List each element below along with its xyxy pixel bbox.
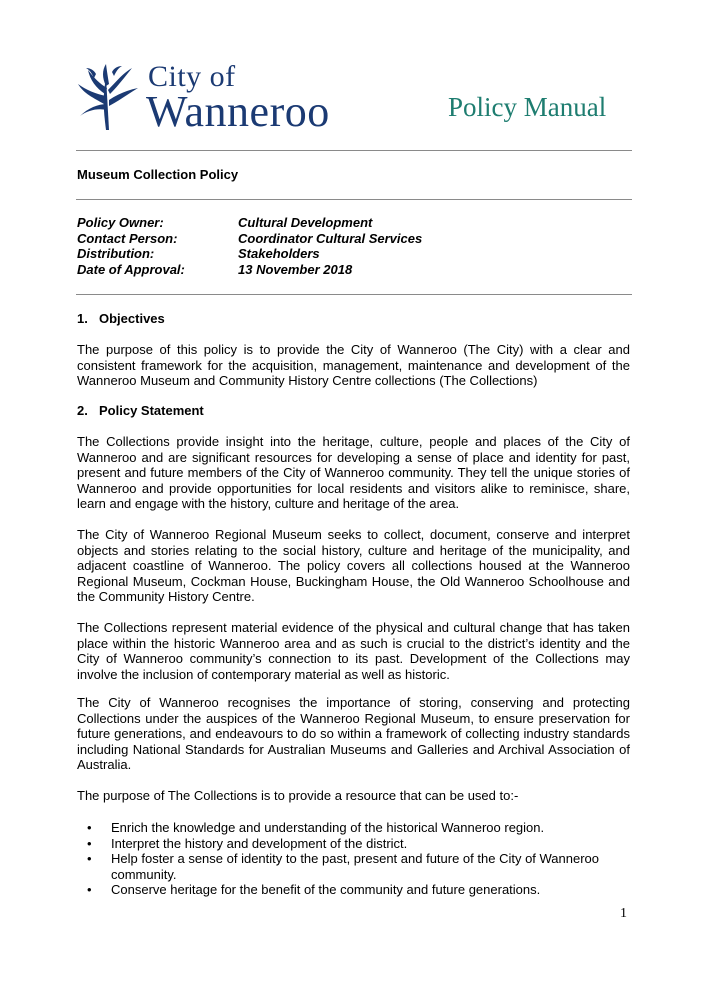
list-item-text: Help foster a sense of identity to the past, present and future of the City of Wanneroo community.: [111, 851, 600, 882]
list-item-text: Interpret the history and development of the district.: [111, 835, 408, 851]
logo-text-city-of: City of: [148, 60, 236, 93]
policy-paragraph-3: The Collections represent material evidence of the physical and cultural change that has taken place within the historic Wanneroo area and as such is crucial to the district’s identity and the City of Wanneroo community’s connection to its past. Development of the Collections may involve the inclusion of contemporary material as well as historic.: [77, 620, 630, 682]
city-of-wanneroo-logo: [76, 60, 330, 136]
document-title: Museum Collection Policy: [77, 167, 239, 182]
policy-paragraph-5: The purpose of The Collections is to provide a resource that can be used to:-: [77, 788, 519, 803]
title-divider: [76, 199, 632, 200]
section-heading-policy-statement: [77, 403, 204, 418]
section-number: 1.: [77, 311, 88, 326]
meta-row-policy-owner: [77, 215, 422, 231]
list-item: [77, 851, 630, 882]
meta-value: Stakeholders: [238, 246, 320, 261]
meta-row-contact-person: [77, 231, 422, 247]
meta-key: Policy Owner:: [77, 215, 164, 230]
bullet-icon: •: [87, 851, 92, 867]
policy-manual-title: Policy Manual: [448, 92, 607, 122]
bullet-icon: •: [87, 820, 92, 835]
meta-value: Cultural Development: [238, 215, 373, 230]
objectives-paragraph: The purpose of this policy is to provide the City of Wanneroo (The City) with a clear and consistent framework for the acquisition, management, maintenance and development of the Wanneroo Museum and Community History Centre collections (The Collections): [77, 342, 630, 389]
list-item: [77, 882, 630, 898]
list-item: [77, 820, 630, 836]
list-item-text: Enrich the knowledge and understanding of the historical Wanneroo region.: [111, 820, 545, 835]
section-number: 2.: [77, 403, 88, 418]
meta-value: Coordinator Cultural Services: [238, 230, 423, 246]
meta-value: 13 November 2018: [238, 261, 353, 277]
meta-key: Date of Approval:: [77, 261, 185, 277]
section-heading-objectives: [77, 311, 165, 326]
meta-row-date-of-approval: [77, 262, 422, 278]
list-item-text: Conserve heritage for the benefit of the community and future generations.: [111, 882, 541, 898]
policy-paragraph-1: The Collections provide insight into the heritage, culture, people and places of the City of Wanneroo and are significant resources for developing a sense of place and identity for past, present and future members of the City of Wanneroo community. They tell the unique stories of Wanneroo and provide opportunities for local residents and visitors alike to reminisce, share, learn and engage with the history, culture and heritage of the area.: [77, 434, 630, 512]
collections-purpose-list: [77, 820, 630, 898]
bullet-icon: •: [87, 835, 92, 851]
bullet-icon: •: [87, 882, 92, 898]
logo-text-wanneroo: Wanneroo: [146, 87, 330, 136]
list-item: [77, 836, 630, 852]
meta-key: Contact Person:: [77, 230, 178, 246]
meta-row-distribution: [77, 246, 422, 262]
page-number: 1: [620, 906, 627, 921]
policy-metadata: [77, 215, 422, 277]
policy-paragraph-4: The City of Wanneroo recognises the importance of storing, conserving and protecting Collections under the auspices of the Wanneroo Regional Museum, to ensure preservation for future generations, and endeavours to do so within a framework of collecting industry standards including National Standards for Australian Museums and Galleries and Archival Association of Australia.: [77, 695, 630, 773]
banksia-leaf-logo-icon: [76, 64, 140, 132]
metadata-divider: [76, 294, 632, 295]
header-divider: [76, 150, 632, 151]
section-title: Objectives: [99, 311, 165, 326]
section-title: Policy Statement: [99, 403, 204, 418]
meta-key: Distribution:: [77, 246, 155, 261]
policy-paragraph-2: The City of Wanneroo Regional Museum seeks to collect, document, conserve and interpret objects and stories relating to the social history, culture and heritage of the municipality, and adjacent coastline of Wanneroo. The policy covers all collections housed at the Wanneroo Regional Museum, Cockman House, Buckingham House, the Old Wanneroo Schoolhouse and the Community History Centre.: [77, 527, 630, 605]
